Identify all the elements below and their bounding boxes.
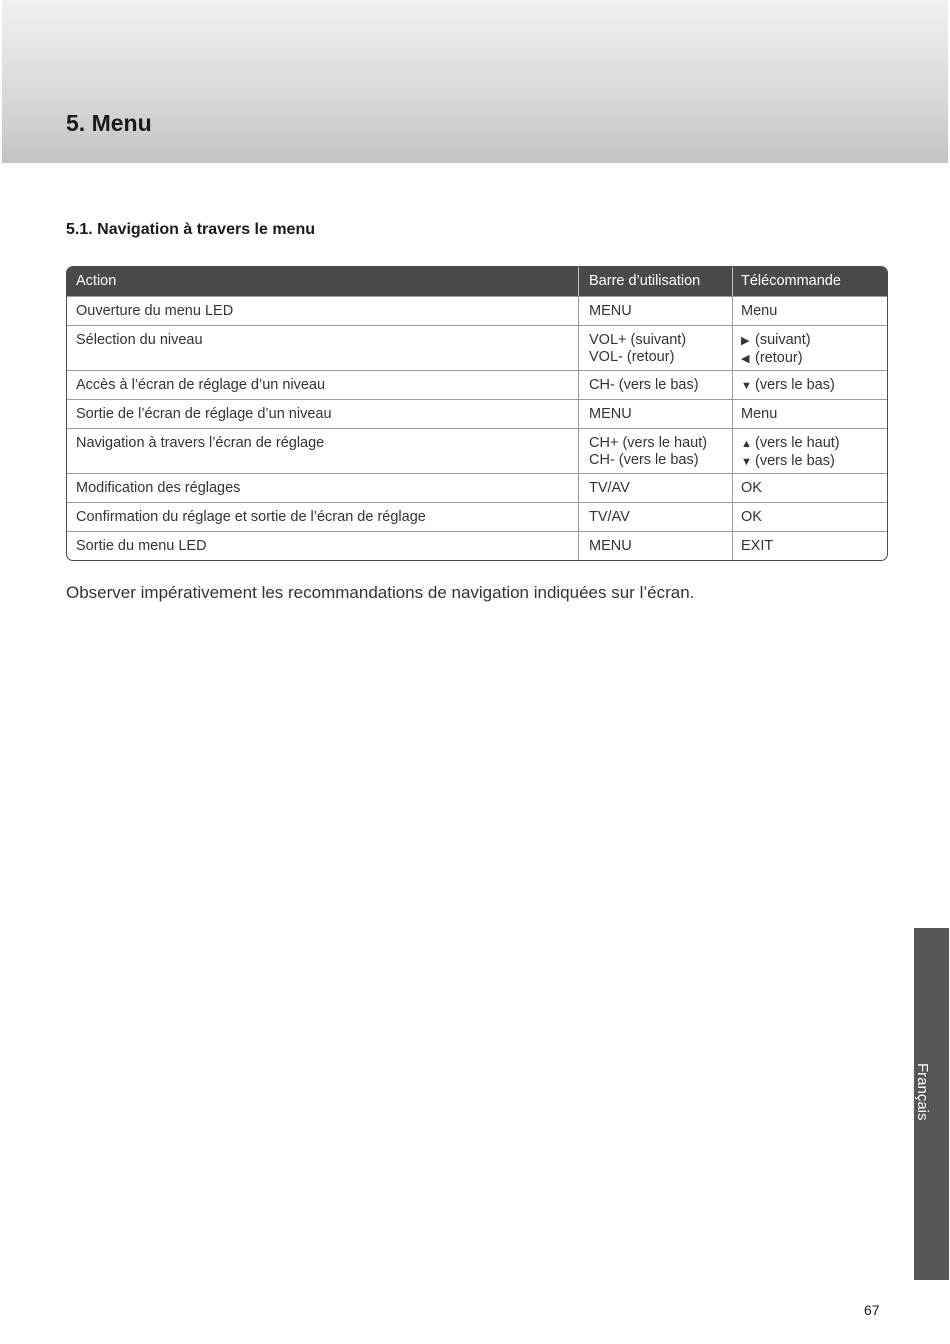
action-cell: Sortie du menu LED	[76, 538, 207, 554]
table-row	[67, 325, 887, 370]
remote-control-text: Menu	[741, 303, 778, 319]
remote-control-text: Menu	[741, 406, 778, 422]
remote-control-line	[741, 377, 887, 395]
language-tab-label: Français	[914, 1063, 931, 1121]
bar-control-text: TV/AV	[589, 509, 630, 525]
remote-control-line	[741, 303, 887, 320]
remote-cell	[732, 503, 887, 531]
arrow-down-icon: ▼	[741, 380, 752, 392]
bar-cell	[578, 532, 732, 560]
bar-control-text: VOL+ (suivant)	[589, 332, 687, 348]
remote-control-line	[741, 480, 887, 497]
column-header-action: Action	[76, 273, 117, 289]
table-row	[67, 473, 887, 502]
table-row	[67, 296, 887, 325]
remote-control-text: (suivant)	[755, 332, 811, 348]
action-cell: Accès à l’écran de réglage d’un niveau	[76, 377, 326, 393]
remote-control-line	[741, 435, 887, 453]
bar-control-text: MENU	[589, 406, 632, 422]
action-cell: Ouverture du menu LED	[76, 303, 234, 319]
bar-control-text: CH- (vers le bas)	[589, 451, 699, 468]
remote-control-line	[741, 332, 887, 350]
remote-control-text: EXIT	[741, 538, 774, 554]
remote-cell	[732, 400, 887, 428]
bar-cell	[578, 429, 732, 473]
column-header-remote: Télécommande	[732, 267, 887, 296]
arrow-left-icon: ◀	[741, 352, 750, 365]
remote-cell	[732, 371, 887, 399]
remote-control-text: OK	[741, 509, 762, 525]
remote-control-line	[741, 453, 887, 471]
bar-cell	[578, 503, 732, 531]
bar-cell	[578, 400, 732, 428]
arrow-down-icon: ▼	[741, 455, 752, 468]
table-row	[67, 428, 887, 473]
language-tab	[914, 928, 949, 1280]
bar-control-text: VOL- (retour)	[589, 348, 675, 365]
remote-cell	[732, 532, 887, 560]
bar-cell	[578, 297, 732, 325]
remote-control-text: (vers le bas)	[755, 452, 835, 469]
bar-control-text: MENU	[589, 303, 632, 319]
table-body	[67, 296, 887, 560]
remote-control-line	[741, 350, 887, 368]
remote-control-line	[741, 406, 887, 423]
remote-cell	[732, 326, 887, 370]
bar-control-text: TV/AV	[589, 480, 630, 496]
navigation-table	[66, 266, 888, 561]
arrow-right-icon: ▶	[741, 335, 750, 347]
action-cell: Sélection du niveau	[76, 332, 203, 348]
action-cell: Confirmation du réglage et sortie de l’écran de réglage	[76, 509, 426, 525]
bar-control-text: CH- (vers le bas)	[589, 377, 699, 393]
action-cell: Navigation à travers l’écran de réglage	[76, 435, 325, 451]
bar-control-text: CH+ (vers le haut)	[589, 435, 708, 451]
bar-cell	[578, 371, 732, 399]
action-cell: Modification des réglages	[76, 480, 241, 496]
column-header-bar: Barre d’utilisation	[578, 267, 732, 296]
navigation-note: Observer impérativement les recommandations de navigation indiquées sur l’écran.	[66, 583, 695, 602]
bar-cell	[578, 474, 732, 502]
table-header-row	[67, 267, 887, 296]
table-row	[67, 399, 887, 428]
page-number: 67	[864, 1302, 880, 1318]
section-title: 5.1. Navigation à travers le menu	[66, 221, 315, 238]
remote-cell	[732, 474, 887, 502]
remote-control-line	[741, 538, 887, 555]
arrow-up-icon: ▲	[741, 438, 752, 450]
bar-cell	[578, 326, 732, 370]
remote-control-text: (vers le bas)	[755, 377, 835, 393]
table-row	[67, 531, 887, 560]
remote-cell	[732, 297, 887, 325]
remote-control-line	[741, 509, 887, 526]
remote-control-text: (vers le haut)	[755, 435, 840, 451]
remote-control-text: OK	[741, 480, 762, 496]
bar-control-text: MENU	[589, 538, 632, 554]
chapter-header-band	[2, 0, 948, 163]
table-row	[67, 370, 887, 399]
table-row	[67, 502, 887, 531]
chapter-title: 5. Menu	[66, 110, 152, 136]
remote-control-text: (retour)	[755, 349, 803, 366]
action-cell: Sortie de l’écran de réglage d’un niveau	[76, 406, 332, 422]
remote-cell	[732, 429, 887, 473]
